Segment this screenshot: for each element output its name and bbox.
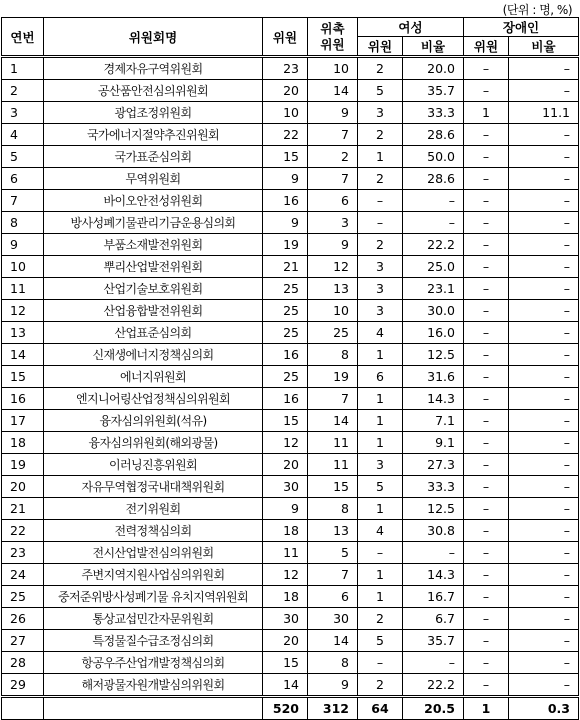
row-female-ratio: – [403, 212, 464, 234]
table-row [2, 322, 579, 344]
row-female-members: 2 [358, 608, 403, 630]
table-row [2, 454, 579, 476]
row-female-members: 5 [358, 80, 403, 102]
row-disabled-ratio: – [509, 432, 579, 454]
row-commissioned: 11 [308, 454, 358, 476]
row-disabled-ratio: – [509, 542, 579, 564]
row-committee-name: 경제자유구역위원회 [44, 57, 263, 80]
header-disabled-ratio: 비율 [509, 37, 579, 57]
row-members: 21 [263, 256, 308, 278]
row-disabled-ratio: – [509, 410, 579, 432]
row-committee-name: 자유무역협정국내대책위원회 [44, 476, 263, 498]
row-disabled-ratio: – [509, 608, 579, 630]
row-female-members: 1 [358, 388, 403, 410]
row-disabled-ratio: – [509, 57, 579, 80]
row-female-ratio: 28.6 [403, 124, 464, 146]
row-female-members: 3 [358, 300, 403, 322]
header-female: 여성 [358, 18, 464, 37]
row-commissioned: 8 [308, 344, 358, 366]
row-commissioned: 8 [308, 652, 358, 674]
header-disabled-members: 위원 [464, 37, 509, 57]
total-female-ratio: 20.5 [403, 697, 464, 720]
row-female-members: 1 [358, 146, 403, 168]
row-female-members: 1 [358, 432, 403, 454]
row-no: 19 [2, 454, 44, 476]
row-members: 18 [263, 520, 308, 542]
row-members: 10 [263, 102, 308, 124]
row-disabled-members: 1 [464, 102, 509, 124]
row-members: 15 [263, 410, 308, 432]
row-female-ratio: 30.0 [403, 300, 464, 322]
row-committee-name: 융자심의위원회(해외광물) [44, 432, 263, 454]
row-female-ratio: 27.3 [403, 454, 464, 476]
row-female-ratio: 22.2 [403, 234, 464, 256]
row-no: 8 [2, 212, 44, 234]
row-female-members: 2 [358, 168, 403, 190]
row-disabled-members: – [464, 476, 509, 498]
row-female-members: 3 [358, 454, 403, 476]
row-commissioned: 10 [308, 300, 358, 322]
row-female-ratio: 30.8 [403, 520, 464, 542]
committee-table [1, 17, 579, 720]
row-commissioned: 15 [308, 476, 358, 498]
row-disabled-members: – [464, 432, 509, 454]
row-disabled-ratio: – [509, 564, 579, 586]
row-female-ratio: 28.6 [403, 168, 464, 190]
row-disabled-ratio: – [509, 674, 579, 697]
row-no: 15 [2, 366, 44, 388]
row-disabled-ratio: – [509, 212, 579, 234]
table-row [2, 388, 579, 410]
row-female-ratio: 14.3 [403, 564, 464, 586]
header-female-ratio: 비율 [403, 37, 464, 57]
table-row [2, 344, 579, 366]
row-female-ratio: 31.6 [403, 366, 464, 388]
row-members: 23 [263, 57, 308, 80]
row-committee-name: 공산품안전심의위원회 [44, 80, 263, 102]
table-row [2, 630, 579, 652]
row-disabled-members: – [464, 146, 509, 168]
row-female-ratio: 12.5 [403, 498, 464, 520]
table-row [2, 102, 579, 124]
row-committee-name: 통상교섭민간자문위원회 [44, 608, 263, 630]
row-disabled-members: – [464, 212, 509, 234]
row-members: 25 [263, 300, 308, 322]
row-no: 7 [2, 190, 44, 212]
header-no: 연번 [2, 18, 44, 57]
row-commissioned: 2 [308, 146, 358, 168]
row-no: 6 [2, 168, 44, 190]
row-female-ratio: 33.3 [403, 476, 464, 498]
row-committee-name: 항공우주산업개발정책심의회 [44, 652, 263, 674]
row-female-members: 1 [358, 498, 403, 520]
row-commissioned: 9 [308, 234, 358, 256]
table-row [2, 498, 579, 520]
row-disabled-ratio: – [509, 278, 579, 300]
row-disabled-members: – [464, 366, 509, 388]
row-female-members: 6 [358, 366, 403, 388]
row-disabled-members: – [464, 168, 509, 190]
row-commissioned: 11 [308, 432, 358, 454]
table-row [2, 520, 579, 542]
table-row [2, 608, 579, 630]
unit-note: (단위 : 명, %) [502, 3, 572, 17]
row-commissioned: 9 [308, 674, 358, 697]
row-no: 11 [2, 278, 44, 300]
row-female-members: 2 [358, 57, 403, 80]
row-disabled-ratio: – [509, 146, 579, 168]
total-commissioned: 312 [308, 697, 358, 720]
row-committee-name: 해저광물자원개발심의위원회 [44, 674, 263, 697]
row-committee-name: 바이오안전성위원회 [44, 190, 263, 212]
row-committee-name: 국가에너지절약추진위원회 [44, 124, 263, 146]
row-members: 15 [263, 652, 308, 674]
row-commissioned: 14 [308, 410, 358, 432]
row-disabled-members: – [464, 674, 509, 697]
table-row [2, 168, 579, 190]
table-row [2, 212, 579, 234]
total-female-members: 64 [358, 697, 403, 720]
row-no: 5 [2, 146, 44, 168]
row-no: 12 [2, 300, 44, 322]
row-commissioned: 14 [308, 80, 358, 102]
row-members: 20 [263, 80, 308, 102]
row-disabled-members: – [464, 388, 509, 410]
total-name [44, 697, 263, 720]
table-row [2, 190, 579, 212]
row-disabled-ratio: – [509, 476, 579, 498]
row-commissioned: 3 [308, 212, 358, 234]
row-members: 18 [263, 586, 308, 608]
row-disabled-members: – [464, 124, 509, 146]
row-members: 16 [263, 344, 308, 366]
row-disabled-members: – [464, 322, 509, 344]
row-disabled-members: – [464, 586, 509, 608]
row-members: 15 [263, 146, 308, 168]
row-commissioned: 9 [308, 102, 358, 124]
row-female-members: 1 [358, 586, 403, 608]
table-row [2, 366, 579, 388]
row-disabled-ratio: – [509, 652, 579, 674]
row-female-ratio: 35.7 [403, 630, 464, 652]
row-commissioned: 19 [308, 366, 358, 388]
row-disabled-ratio: – [509, 630, 579, 652]
row-commissioned: 7 [308, 168, 358, 190]
row-no: 2 [2, 80, 44, 102]
table-row [2, 124, 579, 146]
row-commissioned: 14 [308, 630, 358, 652]
row-commissioned: 6 [308, 190, 358, 212]
row-no: 4 [2, 124, 44, 146]
row-disabled-members: – [464, 630, 509, 652]
row-female-ratio: – [403, 652, 464, 674]
row-no: 25 [2, 586, 44, 608]
row-no: 18 [2, 432, 44, 454]
row-no: 27 [2, 630, 44, 652]
table-body [2, 57, 579, 697]
table-row [2, 432, 579, 454]
row-committee-name: 엔지니어링산업정책심의위원회 [44, 388, 263, 410]
row-members: 30 [263, 608, 308, 630]
row-female-members: 5 [358, 630, 403, 652]
row-members: 11 [263, 542, 308, 564]
row-disabled-ratio: – [509, 586, 579, 608]
row-female-members: 5 [358, 476, 403, 498]
row-commissioned: 30 [308, 608, 358, 630]
row-disabled-ratio: – [509, 498, 579, 520]
row-disabled-members: – [464, 190, 509, 212]
row-female-members: 2 [358, 124, 403, 146]
row-female-ratio: 22.2 [403, 674, 464, 697]
row-female-ratio: – [403, 542, 464, 564]
row-committee-name: 뿌리산업발전위원회 [44, 256, 263, 278]
row-disabled-ratio: – [509, 344, 579, 366]
row-disabled-ratio: – [509, 168, 579, 190]
row-female-ratio: 6.7 [403, 608, 464, 630]
row-no: 10 [2, 256, 44, 278]
row-disabled-members: – [464, 278, 509, 300]
row-members: 9 [263, 498, 308, 520]
row-no: 26 [2, 608, 44, 630]
row-female-members: 2 [358, 674, 403, 697]
row-disabled-ratio: – [509, 256, 579, 278]
row-female-members: – [358, 190, 403, 212]
row-committee-name: 부품소재발전위원회 [44, 234, 263, 256]
row-no: 1 [2, 57, 44, 80]
row-disabled-members: – [464, 410, 509, 432]
row-committee-name: 주변지역지원사업심의위원회 [44, 564, 263, 586]
row-members: 25 [263, 278, 308, 300]
row-committee-name: 중저준위방사성폐기물 유치지역위원회 [44, 586, 263, 608]
row-female-ratio: – [403, 190, 464, 212]
row-commissioned: 7 [308, 388, 358, 410]
row-committee-name: 국가표준심의회 [44, 146, 263, 168]
row-female-ratio: 16.0 [403, 322, 464, 344]
row-female-ratio: 9.1 [403, 432, 464, 454]
header-members: 위원 [263, 18, 308, 57]
row-disabled-members: – [464, 652, 509, 674]
row-disabled-members: – [464, 57, 509, 80]
row-female-members: 4 [358, 520, 403, 542]
total-no [2, 697, 44, 720]
table-row [2, 300, 579, 322]
row-female-ratio: 20.0 [403, 57, 464, 80]
table-row [2, 410, 579, 432]
row-disabled-members: – [464, 300, 509, 322]
table-row [2, 674, 579, 697]
row-committee-name: 전기위원회 [44, 498, 263, 520]
row-no: 13 [2, 322, 44, 344]
row-no: 14 [2, 344, 44, 366]
row-members: 9 [263, 212, 308, 234]
row-disabled-ratio: – [509, 124, 579, 146]
row-disabled-ratio: – [509, 322, 579, 344]
row-no: 23 [2, 542, 44, 564]
table-row [2, 564, 579, 586]
row-female-members: 4 [358, 322, 403, 344]
row-commissioned: 25 [308, 322, 358, 344]
header-disabled: 장애인 [464, 18, 579, 37]
row-disabled-ratio: – [509, 454, 579, 476]
header-commissioned [308, 18, 358, 57]
row-commissioned: 7 [308, 124, 358, 146]
row-members: 25 [263, 322, 308, 344]
row-disabled-members: – [464, 608, 509, 630]
row-female-ratio: 7.1 [403, 410, 464, 432]
row-members: 20 [263, 454, 308, 476]
row-no: 29 [2, 674, 44, 697]
row-disabled-members: – [464, 564, 509, 586]
row-female-members: 3 [358, 278, 403, 300]
row-commissioned: 13 [308, 278, 358, 300]
table-row [2, 57, 579, 80]
table-row [2, 146, 579, 168]
table-row [2, 278, 579, 300]
row-members: 19 [263, 234, 308, 256]
row-committee-name: 산업표준심의회 [44, 322, 263, 344]
row-commissioned: 12 [308, 256, 358, 278]
row-members: 14 [263, 674, 308, 697]
header-commissioned-bottom: 위원 [320, 36, 345, 52]
row-female-members: 1 [358, 344, 403, 366]
row-female-ratio: 16.7 [403, 586, 464, 608]
row-female-ratio: 23.1 [403, 278, 464, 300]
row-female-ratio: 33.3 [403, 102, 464, 124]
table-row [2, 586, 579, 608]
row-members: 12 [263, 432, 308, 454]
row-committee-name: 전력정책심의회 [44, 520, 263, 542]
row-committee-name: 광업조정위원회 [44, 102, 263, 124]
row-no: 20 [2, 476, 44, 498]
row-female-members: – [358, 652, 403, 674]
row-disabled-ratio: – [509, 520, 579, 542]
row-disabled-members: – [464, 256, 509, 278]
total-row [2, 697, 579, 720]
row-female-ratio: 25.0 [403, 256, 464, 278]
total-disabled-ratio: 0.3 [509, 697, 579, 720]
row-disabled-ratio: – [509, 366, 579, 388]
row-female-ratio: 14.3 [403, 388, 464, 410]
row-commissioned: 8 [308, 498, 358, 520]
row-female-members: 1 [358, 410, 403, 432]
total-members: 520 [263, 697, 308, 720]
row-commissioned: 7 [308, 564, 358, 586]
row-members: 16 [263, 388, 308, 410]
row-female-members: – [358, 212, 403, 234]
row-committee-name: 방사성폐기물관리기금운용심의회 [44, 212, 263, 234]
row-no: 3 [2, 102, 44, 124]
row-disabled-members: – [464, 454, 509, 476]
header-name: 위원회명 [44, 18, 263, 57]
row-members: 16 [263, 190, 308, 212]
table-header [2, 18, 579, 57]
header-commissioned-top: 위촉 [320, 20, 345, 36]
row-members: 9 [263, 168, 308, 190]
row-female-ratio: 12.5 [403, 344, 464, 366]
row-committee-name: 융자심의위원회(석유) [44, 410, 263, 432]
row-committee-name: 에너지위원회 [44, 366, 263, 388]
table-row [2, 80, 579, 102]
row-commissioned: 10 [308, 57, 358, 80]
row-committee-name: 신재생에너지정책심의회 [44, 344, 263, 366]
header-female-members: 위원 [358, 37, 403, 57]
row-committee-name: 산업기술보호위원회 [44, 278, 263, 300]
row-members: 25 [263, 366, 308, 388]
table-row [2, 234, 579, 256]
row-committee-name: 산업융합발전위원회 [44, 300, 263, 322]
row-disabled-members: – [464, 234, 509, 256]
row-disabled-ratio: – [509, 80, 579, 102]
row-committee-name: 특정물질수급조정심의회 [44, 630, 263, 652]
row-commissioned: 5 [308, 542, 358, 564]
row-disabled-ratio: – [509, 190, 579, 212]
row-female-ratio: 50.0 [403, 146, 464, 168]
row-disabled-ratio: – [509, 300, 579, 322]
total-disabled-members: 1 [464, 697, 509, 720]
row-disabled-ratio: – [509, 234, 579, 256]
row-members: 12 [263, 564, 308, 586]
table-row [2, 476, 579, 498]
row-commissioned: 6 [308, 586, 358, 608]
row-female-members: 2 [358, 234, 403, 256]
row-members: 20 [263, 630, 308, 652]
table-row [2, 652, 579, 674]
row-disabled-members: – [464, 498, 509, 520]
row-no: 24 [2, 564, 44, 586]
row-female-members: – [358, 542, 403, 564]
row-female-members: 3 [358, 256, 403, 278]
row-disabled-members: – [464, 80, 509, 102]
row-disabled-members: – [464, 344, 509, 366]
row-no: 16 [2, 388, 44, 410]
row-no: 28 [2, 652, 44, 674]
row-female-members: 3 [358, 102, 403, 124]
row-disabled-ratio: 11.1 [509, 102, 579, 124]
row-disabled-members: – [464, 520, 509, 542]
row-no: 21 [2, 498, 44, 520]
row-members: 30 [263, 476, 308, 498]
row-committee-name: 전시산업발전심의위원회 [44, 542, 263, 564]
row-no: 9 [2, 234, 44, 256]
row-no: 22 [2, 520, 44, 542]
row-commissioned: 13 [308, 520, 358, 542]
table-row [2, 256, 579, 278]
row-female-ratio: 35.7 [403, 80, 464, 102]
row-female-members: 1 [358, 564, 403, 586]
row-committee-name: 이러닝진흥위원회 [44, 454, 263, 476]
row-no: 17 [2, 410, 44, 432]
row-members: 22 [263, 124, 308, 146]
row-disabled-ratio: – [509, 388, 579, 410]
row-disabled-members: – [464, 542, 509, 564]
row-committee-name: 무역위원회 [44, 168, 263, 190]
table-row [2, 542, 579, 564]
